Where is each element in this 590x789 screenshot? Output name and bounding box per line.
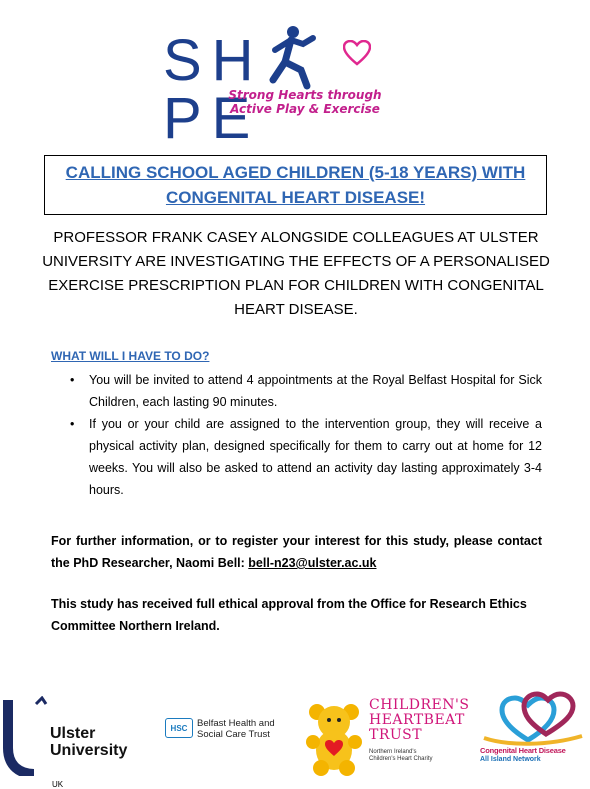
ulster-u-icon (2, 696, 48, 776)
double-heart-icon (478, 690, 588, 746)
ethics-statement: This study has received full ethical approval from the Office for Research Ethics Committee Northern Ireland. (51, 597, 527, 633)
logo-tagline: Strong Hearts through Active Play & Exercise (228, 88, 382, 116)
intro-line: UNIVERSITY ARE INVESTIGATING THE EFFECTS OF A PERSONALISED (42, 253, 550, 270)
list-item: • If you or your child are assigned to the intervention group, they will receive a physical activity plan, designed specifically for them to carry out at home for 12 weeks. You will also be asked to attend an activity day lasting approximately 3-4 hours. (70, 413, 542, 501)
headline-line-2: CONGENITAL HEART DISEASE! (165, 188, 426, 207)
intro-paragraph (40, 226, 552, 322)
task-list (70, 369, 542, 501)
heart-icon (343, 40, 371, 66)
contact-paragraph: For further information, or to register your interest for this study, please contact the PhD Researcher, Naomi Bell: bell-n23@ulster.ac.uk (51, 534, 542, 570)
intro-line: PROFESSOR FRANK CASEY ALONGSIDE COLLEAGUES AT ULSTER (53, 229, 539, 246)
intro-line: HEART DISEASE. (234, 301, 358, 318)
teddy-bear-icon (305, 698, 365, 776)
headline-line-1: CALLING SCHOOL AGED CHILDREN (5-18 YEARS) WITH (65, 163, 526, 182)
logo-wordmark: SHPE (163, 28, 264, 151)
chd-network-logo: Congenital Heart Disease All Island Network (478, 690, 590, 776)
childrens-heartbeat-trust-logo: CHILDREN'S HEARTBEAT TRUST Northern Ireland's Children's Heart Charity (305, 698, 475, 776)
belfast-trust-logo: HSC Belfast Health and Social Care Trust (165, 718, 295, 748)
email-link[interactable]: bell-n23@ulster.ac.uk (248, 556, 377, 570)
headline-banner (44, 155, 547, 215)
list-item: • You will be invited to attend 4 appointments at the Royal Belfast Hospital for Sick Children, each lasting 90 minutes. (70, 369, 542, 413)
intro-line: EXERCISE PRESCRIPTION PLAN FOR CHILDREN WITH CONGENITAL (48, 277, 544, 294)
what-to-do-heading: WHAT WILL I HAVE TO DO? (51, 349, 210, 363)
bullet-icon: • (70, 417, 75, 431)
ulster-university-logo: Ulster University UK (2, 696, 142, 776)
partner-logos (0, 688, 590, 789)
shape-logo (163, 22, 428, 151)
bullet-icon: • (70, 373, 75, 387)
